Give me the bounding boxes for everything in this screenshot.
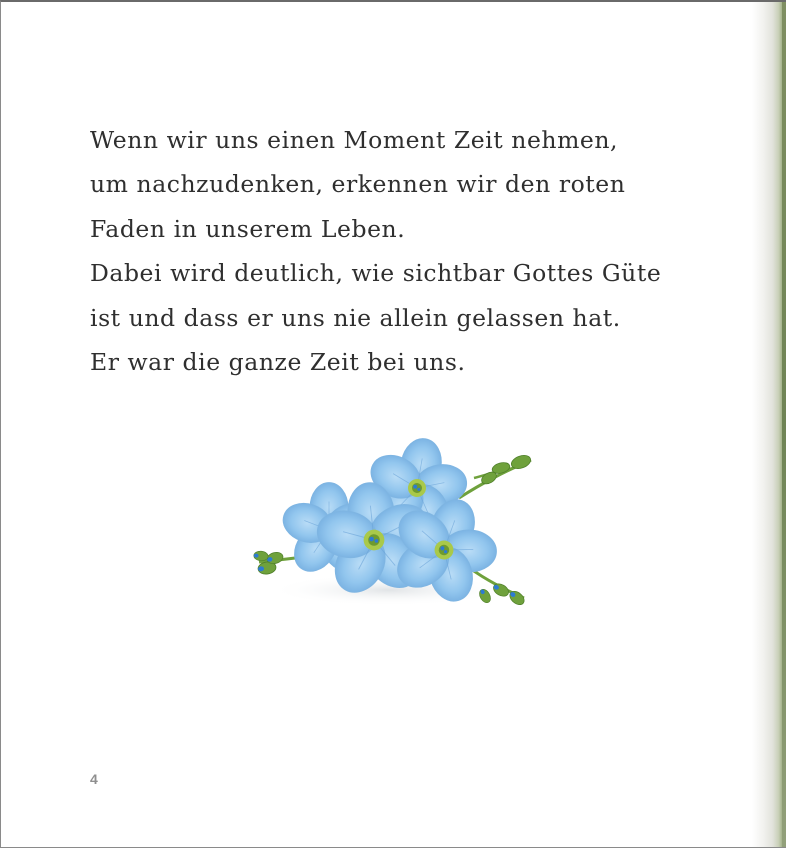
page-number: 4 — [90, 771, 98, 787]
text-line: Er war die ganze Zeit bei uns. — [90, 348, 466, 377]
adjacent-page-edge — [782, 2, 786, 847]
text-line: Wenn wir uns einen Moment Zeit nehmen, — [90, 126, 619, 154]
text-line: Faden in unserem Leben. — [90, 214, 406, 243]
page-edge-shadow — [752, 2, 786, 847]
flax-flowers-illustration — [239, 430, 539, 615]
flax-flowers-icon — [239, 430, 539, 615]
text-line: ist und dass er uns nie allein gelassen hat. — [90, 303, 621, 332]
body-text — [90, 118, 730, 384]
text-line: um nachzudenken, erkennen wir den roten — [90, 170, 626, 199]
text-line: Dabei wird deutlich, wie sichtbar Gottes Güte — [90, 259, 662, 288]
